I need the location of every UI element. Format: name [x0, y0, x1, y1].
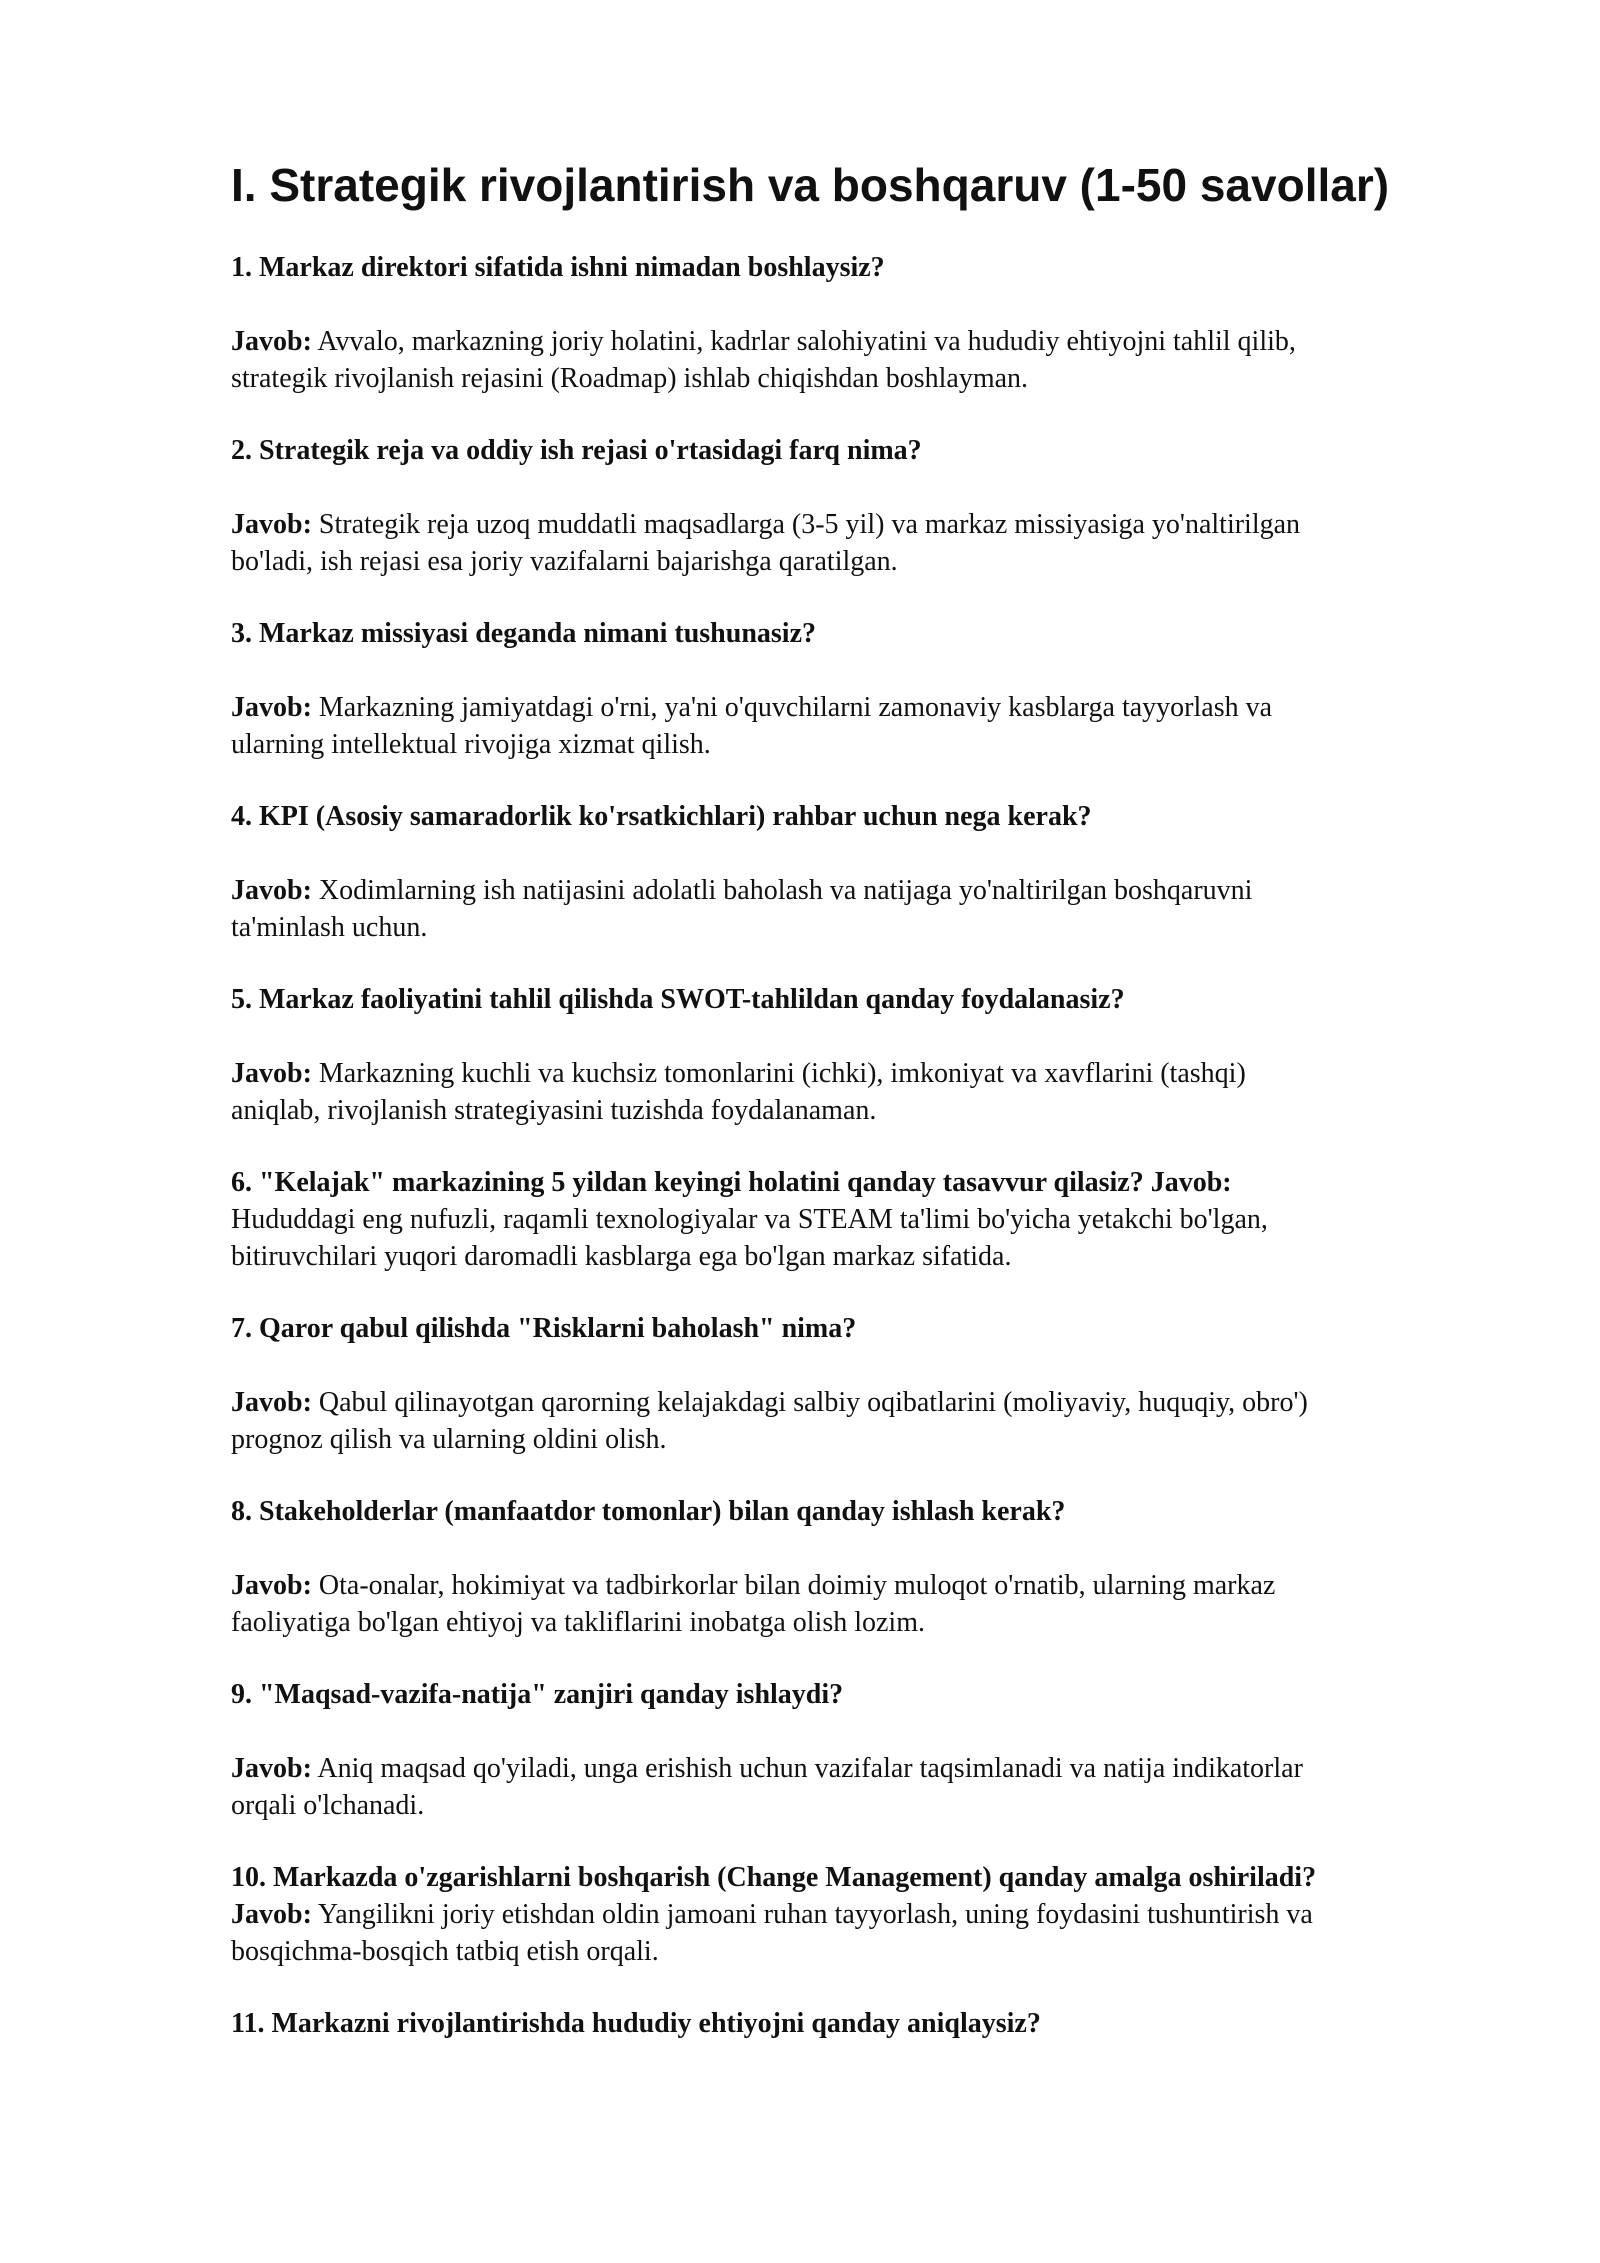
qa-item — [231, 1310, 1531, 1458]
spacer — [231, 1713, 1531, 1750]
spacer — [231, 1018, 1531, 1055]
answer-line — [231, 1384, 1531, 1421]
qa-item — [231, 2005, 1531, 2042]
answer-text — [231, 872, 1531, 946]
answer-line: bitiruvchilari yuqori daromadli kasblarga ega bo'lgan markaz sifatida. — [231, 1241, 1012, 1272]
question-text: 2. Strategik reja va oddiy ish rejasi o'rtasidagi farq nima? — [231, 435, 922, 466]
answer-line: bosqichma-bosqich tatbiq etish orqali. — [231, 1936, 659, 1967]
answer-text — [231, 1750, 1531, 1824]
answer-line-text: Yangilikni joriy etishdan oldin jamoani ruhan tayyorlash, uning foydasini tushuntirish va — [317, 1899, 1313, 1930]
answer-label: Javob: — [231, 1387, 312, 1418]
answer-line — [231, 1750, 1531, 1787]
qa-item — [231, 1493, 1531, 1641]
qa-item — [231, 1676, 1531, 1824]
answer-line — [231, 689, 1531, 726]
spacer — [231, 286, 1531, 323]
answer-line: faoliyatiga bo'lgan ehtiyoj va takliflarini inobatga olish lozim. — [231, 1607, 925, 1638]
question-text: 6. "Kelajak" markazining 5 yildan keyingi holatini qanday tasavvur qilasiz? — [231, 1167, 1144, 1198]
question-text: 7. Qaror qabul qilishda "Risklarni baholash" nima? — [231, 1313, 857, 1344]
answer-line: ularning intellektual rivojiga xizmat qilish. — [231, 729, 711, 760]
answer-line-text: Avvalo, markazning joriy holatini, kadrlar salohiyatini va hududiy ehtiyojni tahlil qilib, — [317, 326, 1296, 357]
answer-text — [231, 1164, 1531, 1275]
qa-item — [231, 981, 1531, 1129]
spacer — [231, 652, 1531, 689]
answer-label: Javob: — [231, 326, 312, 357]
answer-line: bo'ladi, ish rejasi esa joriy vazifalarni bajarishga qaratilgan. — [231, 546, 898, 577]
document-title: I. Strategik rivojlantirish va boshqaruv (1-50 savollar) — [231, 159, 1390, 211]
answer-line — [231, 1055, 1531, 1092]
qa-item — [231, 615, 1531, 763]
answer-label: Javob: — [231, 692, 312, 723]
qa-item — [231, 432, 1531, 580]
spacer — [231, 1530, 1531, 1567]
answer-text — [231, 323, 1531, 397]
answer-line-text: Ota-onalar, hokimiyat va tadbirkorlar bilan doimiy muloqot o'rnatib, ularning markaz — [318, 1570, 1276, 1601]
answer-text — [231, 689, 1531, 763]
answer-label: Javob: — [231, 509, 312, 540]
spacer — [231, 1347, 1531, 1384]
question-text: 9. "Maqsad-vazifa-natija" zanjiri qanday ishlaydi? — [231, 1679, 844, 1710]
question-text: 4. KPI (Asosiy samaradorlik ko'rsatkichlari) rahbar uchun nega kerak? — [231, 801, 1092, 832]
answer-label: Javob: — [231, 1753, 312, 1784]
qa-item — [231, 1164, 1531, 1275]
answer-line: Hududdagi eng nufuzli, raqamli texnologiyalar va STEAM ta'limi bo'yicha yetakchi bo'lgan, — [231, 1204, 1268, 1235]
question-text: 1. Markaz direktori sifatida ishni nimadan boshlaysiz? — [231, 252, 885, 283]
question-text: 11. Markazni rivojlantirishda hududiy ehtiyojni qanday aniqlaysiz? — [231, 2008, 1041, 2039]
answer-line-text: Markazning kuchli va kuchsiz tomonlarini (ichki), imkoniyat va xavflarini (tashqi) — [318, 1058, 1246, 1089]
document-page — [231, 150, 1531, 2077]
qa-item — [231, 798, 1531, 946]
answer-text — [231, 1567, 1531, 1641]
answer-line: orqali o'lchanadi. — [231, 1790, 425, 1821]
spacer — [231, 835, 1531, 872]
answer-line-text: Markazning jamiyatdagi o'rni, ya'ni o'quvchilarni zamonaviy kasblarga tayyorlash va — [318, 692, 1273, 723]
answer-label: Javob: — [231, 875, 312, 906]
answer-text — [231, 1384, 1531, 1458]
answer-line — [231, 323, 1531, 360]
answer-line — [231, 1896, 1531, 1933]
question-text: 10. Markazda o'zgarishlarni boshqarish (Change Management) qanday amalga oshiriladi? — [231, 1862, 1317, 1893]
answer-line — [231, 506, 1531, 543]
qa-item — [231, 1859, 1531, 1970]
answer-label: Javob: — [231, 1570, 312, 1601]
answer-line — [231, 1567, 1531, 1604]
question-text: 5. Markaz faoliyatini tahlil qilishda SWOT-tahlildan qanday foydalanasiz? — [231, 984, 1125, 1015]
answer-line-text: Qabul qilinayotgan qarorning kelajakdagi salbiy oqibatlarini (moliyaviy, huquqiy, obro') — [318, 1387, 1308, 1418]
question-text: 3. Markaz missiyasi deganda nimani tushunasiz? — [231, 618, 816, 649]
question-line — [231, 1164, 1531, 1201]
answer-line: strategik rivojlanish rejasini (Roadmap) ishlab chiqishdan boshlayman. — [231, 363, 1029, 394]
answer-label: Javob: — [1150, 1167, 1232, 1198]
answer-line-text: Strategik reja uzoq muddatli maqsadlarga (3-5 yil) va markaz missiyasiga yo'naltirilgan — [318, 509, 1301, 540]
answer-line-text: Xodimlarning ish natijasini adolatli baholash va natijaga yo'naltirilgan boshqaruvni — [318, 875, 1253, 906]
answer-line: aniqlab, rivojlanish strategiyasini tuzishda foydalanaman. — [231, 1095, 877, 1126]
answer-line: prognoz qilish va ularning oldini olish. — [231, 1424, 667, 1455]
answer-line — [231, 872, 1531, 909]
answer-text — [231, 506, 1531, 580]
answer-line: ta'minlash uchun. — [231, 912, 428, 943]
answer-label: Javob: — [231, 1899, 312, 1930]
answer-label: Javob: — [231, 1058, 312, 1089]
answer-line-text: Aniq maqsad qo'yiladi, unga erishish uchun vazifalar taqsimlanadi va natija indikatorlar — [317, 1753, 1303, 1784]
answer-text — [231, 1055, 1531, 1129]
answer-text — [231, 1896, 1531, 1970]
qa-item — [231, 249, 1531, 397]
question-text: 8. Stakeholderlar (manfaatdor tomonlar) bilan qanday ishlash kerak? — [231, 1496, 1066, 1527]
spacer — [231, 469, 1531, 506]
